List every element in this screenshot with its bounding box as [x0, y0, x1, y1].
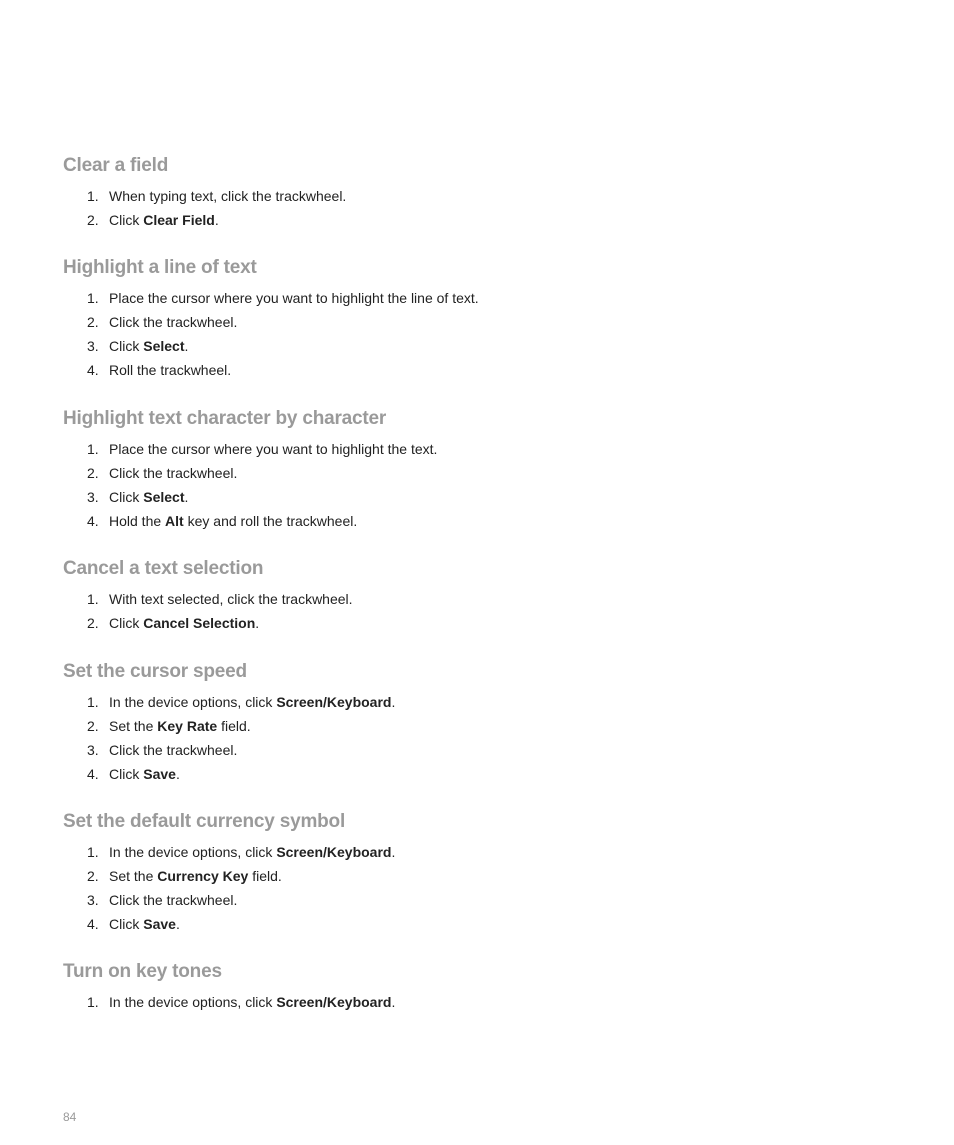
ui-term: Save [143, 766, 176, 782]
step-text-run: Click the trackwheel. [109, 742, 238, 758]
step-text-run: Click [109, 212, 144, 228]
section-heading: Highlight a line of text [63, 257, 257, 278]
step-item [63, 888, 863, 912]
step-number: 4. [87, 513, 99, 529]
step-number: 1. [87, 994, 99, 1010]
step-number: 4. [87, 766, 99, 782]
step-text-run: Roll the trackwheel. [109, 362, 232, 378]
step-number: 2. [87, 212, 99, 228]
ui-term: Currency Key [157, 868, 249, 884]
section-heading: Set the cursor speed [63, 661, 247, 682]
steps-list [63, 840, 863, 936]
step-item [63, 840, 863, 864]
step-item [63, 485, 863, 509]
ui-term: Cancel Selection [143, 615, 256, 631]
step-text-run: . [391, 844, 396, 860]
step-item [63, 587, 863, 611]
step-text-run: Click the trackwheel. [109, 465, 238, 481]
step-text [109, 611, 259, 635]
step-text-run: Click [109, 489, 144, 505]
step-text [109, 990, 395, 1014]
section-highlight-text-character-by-character [63, 407, 863, 533]
step-text-run: key and roll the trackwheel. [183, 513, 358, 529]
step-text [109, 912, 180, 936]
step-text-run: Click the trackwheel. [109, 892, 238, 908]
step-text [109, 208, 219, 232]
step-text-run: . [255, 615, 260, 631]
step-number: 4. [87, 916, 99, 932]
step-item [63, 611, 863, 635]
step-text [109, 334, 188, 358]
step-item [63, 184, 863, 208]
step-number: 3. [87, 338, 99, 354]
step-text-run: field. [217, 718, 251, 734]
step-text [109, 485, 188, 509]
section-heading: Cancel a text selection [63, 558, 264, 579]
step-number: 4. [87, 362, 99, 378]
step-text-run: . [175, 916, 180, 932]
step-text [109, 286, 479, 310]
steps-list [63, 587, 863, 635]
step-text [109, 461, 237, 485]
step-text [109, 738, 237, 762]
step-item [63, 461, 863, 485]
steps-list [63, 990, 863, 1014]
step-number: 2. [87, 615, 99, 631]
section-highlight-a-line-of-text [63, 256, 863, 382]
step-item [63, 912, 863, 936]
step-text [109, 437, 437, 461]
step-number: 1. [87, 290, 99, 306]
step-number: 1. [87, 591, 99, 607]
step-text-run: field. [248, 868, 282, 884]
ui-term: Save [143, 916, 176, 932]
section-set-the-cursor-speed [63, 660, 863, 786]
section-heading: Turn on key tones [63, 961, 222, 982]
section-heading: Set the default currency symbol [63, 811, 346, 832]
steps-list [63, 690, 863, 786]
step-text [109, 840, 395, 864]
step-number: 2. [87, 314, 99, 330]
step-text-run: In the device options, click [109, 694, 277, 710]
section-cancel-a-text-selection [63, 557, 863, 635]
step-text-run: . [214, 212, 219, 228]
section-heading: Highlight text character by character [63, 408, 387, 429]
step-text-run: . [391, 994, 396, 1010]
step-item [63, 208, 863, 232]
step-item [63, 310, 863, 334]
page-number: 84 [63, 1110, 77, 1124]
ui-term: Select [143, 489, 185, 505]
section-heading: Clear a field [63, 155, 169, 176]
step-text-run: With text selected, click the trackwheel. [109, 591, 353, 607]
step-item [63, 286, 863, 310]
step-text-run: In the device options, click [109, 994, 277, 1010]
step-text-run: Place the cursor where you want to highlight the text. [109, 441, 438, 457]
step-item [63, 714, 863, 738]
step-text [109, 509, 357, 533]
ui-term: Screen/Keyboard [276, 994, 392, 1010]
step-item [63, 358, 863, 382]
step-item [63, 334, 863, 358]
steps-list [63, 286, 863, 382]
ui-term: Select [143, 338, 185, 354]
step-text-run: When typing text, click the trackwheel. [109, 188, 347, 204]
ui-term: Screen/Keyboard [276, 694, 392, 710]
step-text-run: . [184, 338, 189, 354]
step-item [63, 864, 863, 888]
step-text-run: . [175, 766, 180, 782]
steps-list [63, 437, 863, 533]
section-clear-a-field [63, 154, 863, 232]
step-text-run: Click [109, 338, 144, 354]
step-text [109, 587, 353, 611]
step-item [63, 762, 863, 786]
section-set-the-default-currency-symbol [63, 810, 863, 936]
step-number: 1. [87, 441, 99, 457]
step-text-run: Set the [109, 718, 158, 734]
step-text [109, 864, 282, 888]
ui-term: Screen/Keyboard [276, 844, 392, 860]
step-text-run: Click [109, 766, 144, 782]
step-text-run: Click the trackwheel. [109, 314, 238, 330]
section-turn-on-key-tones [63, 960, 863, 1014]
step-text [109, 714, 251, 738]
step-number: 2. [87, 868, 99, 884]
step-number: 1. [87, 844, 99, 860]
step-text-run: Hold the [109, 513, 166, 529]
step-text-run: In the device options, click [109, 844, 277, 860]
step-item [63, 509, 863, 533]
step-number: 2. [87, 465, 99, 481]
step-item [63, 437, 863, 461]
step-text-run: Click [109, 916, 144, 932]
step-number: 3. [87, 489, 99, 505]
ui-term: Alt [165, 513, 184, 529]
steps-list [63, 184, 863, 232]
step-text [109, 762, 180, 786]
step-text-run: Place the cursor where you want to highlight the line of text. [109, 290, 479, 306]
step-number: 3. [87, 742, 99, 758]
step-text [109, 690, 395, 714]
step-text [109, 358, 231, 382]
ui-term: Clear Field [143, 212, 215, 228]
step-text-run: Set the [109, 868, 158, 884]
step-item [63, 738, 863, 762]
ui-term: Key Rate [157, 718, 218, 734]
step-number: 3. [87, 892, 99, 908]
step-text-run: Click [109, 615, 144, 631]
step-text-run: . [391, 694, 396, 710]
step-text [109, 888, 237, 912]
step-text-run: . [184, 489, 189, 505]
step-number: 1. [87, 694, 99, 710]
step-item [63, 690, 863, 714]
step-text [109, 310, 237, 334]
step-number: 2. [87, 718, 99, 734]
step-text [109, 184, 346, 208]
step-number: 1. [87, 188, 99, 204]
step-item [63, 990, 863, 1014]
